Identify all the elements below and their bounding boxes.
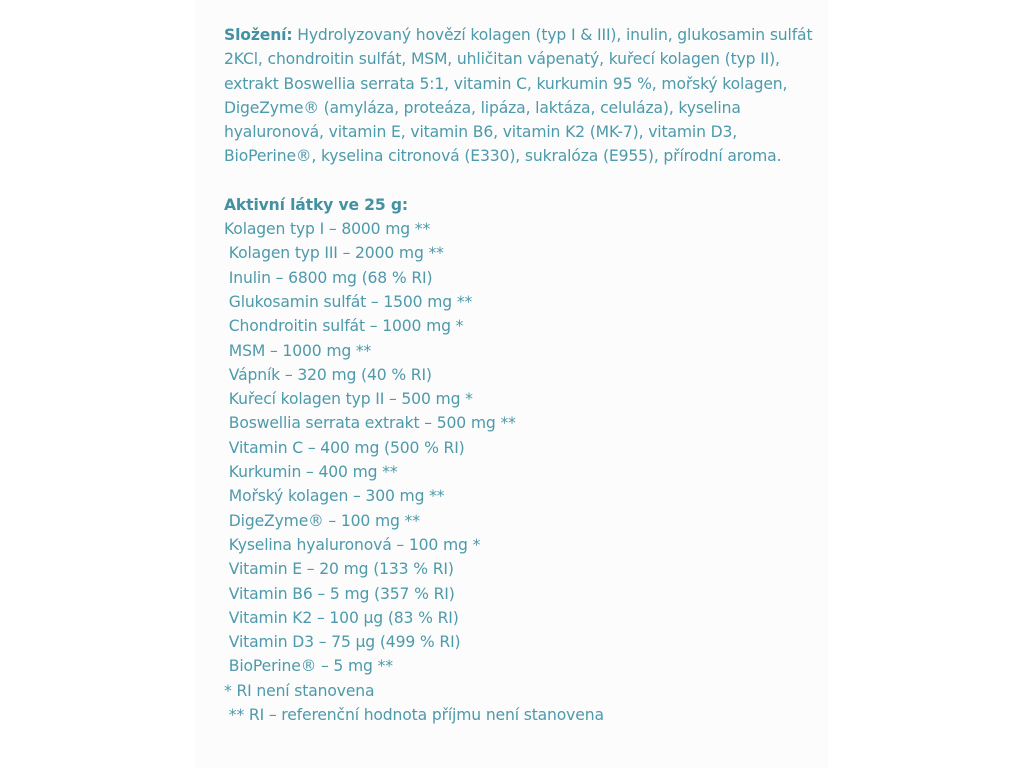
list-item: Kurkumin – 400 mg ** [224,463,398,482]
list-item: Vitamin K2 – 100 µg (83 % RI) [224,608,459,627]
list-item: Kyselina hyaluronová – 100 mg * [224,535,481,554]
list-item: Vitamin E – 20 mg (133 % RI) [224,560,454,579]
composition-label: Složení: [224,26,293,44]
list-item: Vitamin D3 – 75 µg (499 % RI) [224,633,461,652]
list-item: Vápník – 320 mg (40 % RI) [224,365,432,384]
list-item: Vitamin C – 400 mg (500 % RI) [224,438,465,457]
list-item: Glukosamin sulfát – 1500 mg ** [224,292,473,311]
note-ri-not-set: * RI není stanovena [224,681,375,700]
note-reference-intake: ** RI – referenční hodnota příjmu není stanovena [224,706,604,725]
active-substances-title: Aktivní látky ve 25 g: [224,195,408,214]
list-item: Boswellia serrata extrakt – 500 mg ** [224,414,516,433]
list-item: Vitamin B6 – 5 mg (357 % RI) [224,584,455,603]
list-item: MSM – 1000 mg ** [224,341,372,360]
list-item: DigeZyme® – 100 mg ** [224,511,420,530]
list-item: Kuřecí kolagen typ II – 500 mg * [224,390,473,409]
list-item: Kolagen typ III – 2000 mg ** [224,244,444,263]
list-item: Mořský kolagen – 300 mg ** [224,487,445,506]
composition-paragraph [224,23,814,169]
active-substances-list [224,217,814,679]
list-item: Inulin – 6800 mg (68 % RI) [224,268,433,287]
composition-text: Hydrolyzovaný hovězí kolagen (typ I & III), inulin, glukosamin sulfát 2KCl, chondroitin sulfát, MSM, uhličitan vápenatý, kuřecí kolagen (typ II), extrakt Boswellia serrata 5:1, vitamin C, kurkumin 95 %, mořský kolagen, DigeZyme® (amyláza, proteáza, lipáza, laktáza, celuláza), kyselina hyaluronová, vitamin E, vitamin B6, vitamin K2 (MK-7), vitamin D3, BioPerine®, kyselina citronová (E330), sukralóza (E955), přírodní aroma. [224,26,813,166]
list-item: BioPerine® – 5 mg ** [224,657,393,676]
list-item: Chondroitin sulfát – 1000 mg * [224,317,464,336]
list-item: Kolagen typ I – 8000 mg ** [224,220,431,239]
ingredients-section [224,23,814,727]
